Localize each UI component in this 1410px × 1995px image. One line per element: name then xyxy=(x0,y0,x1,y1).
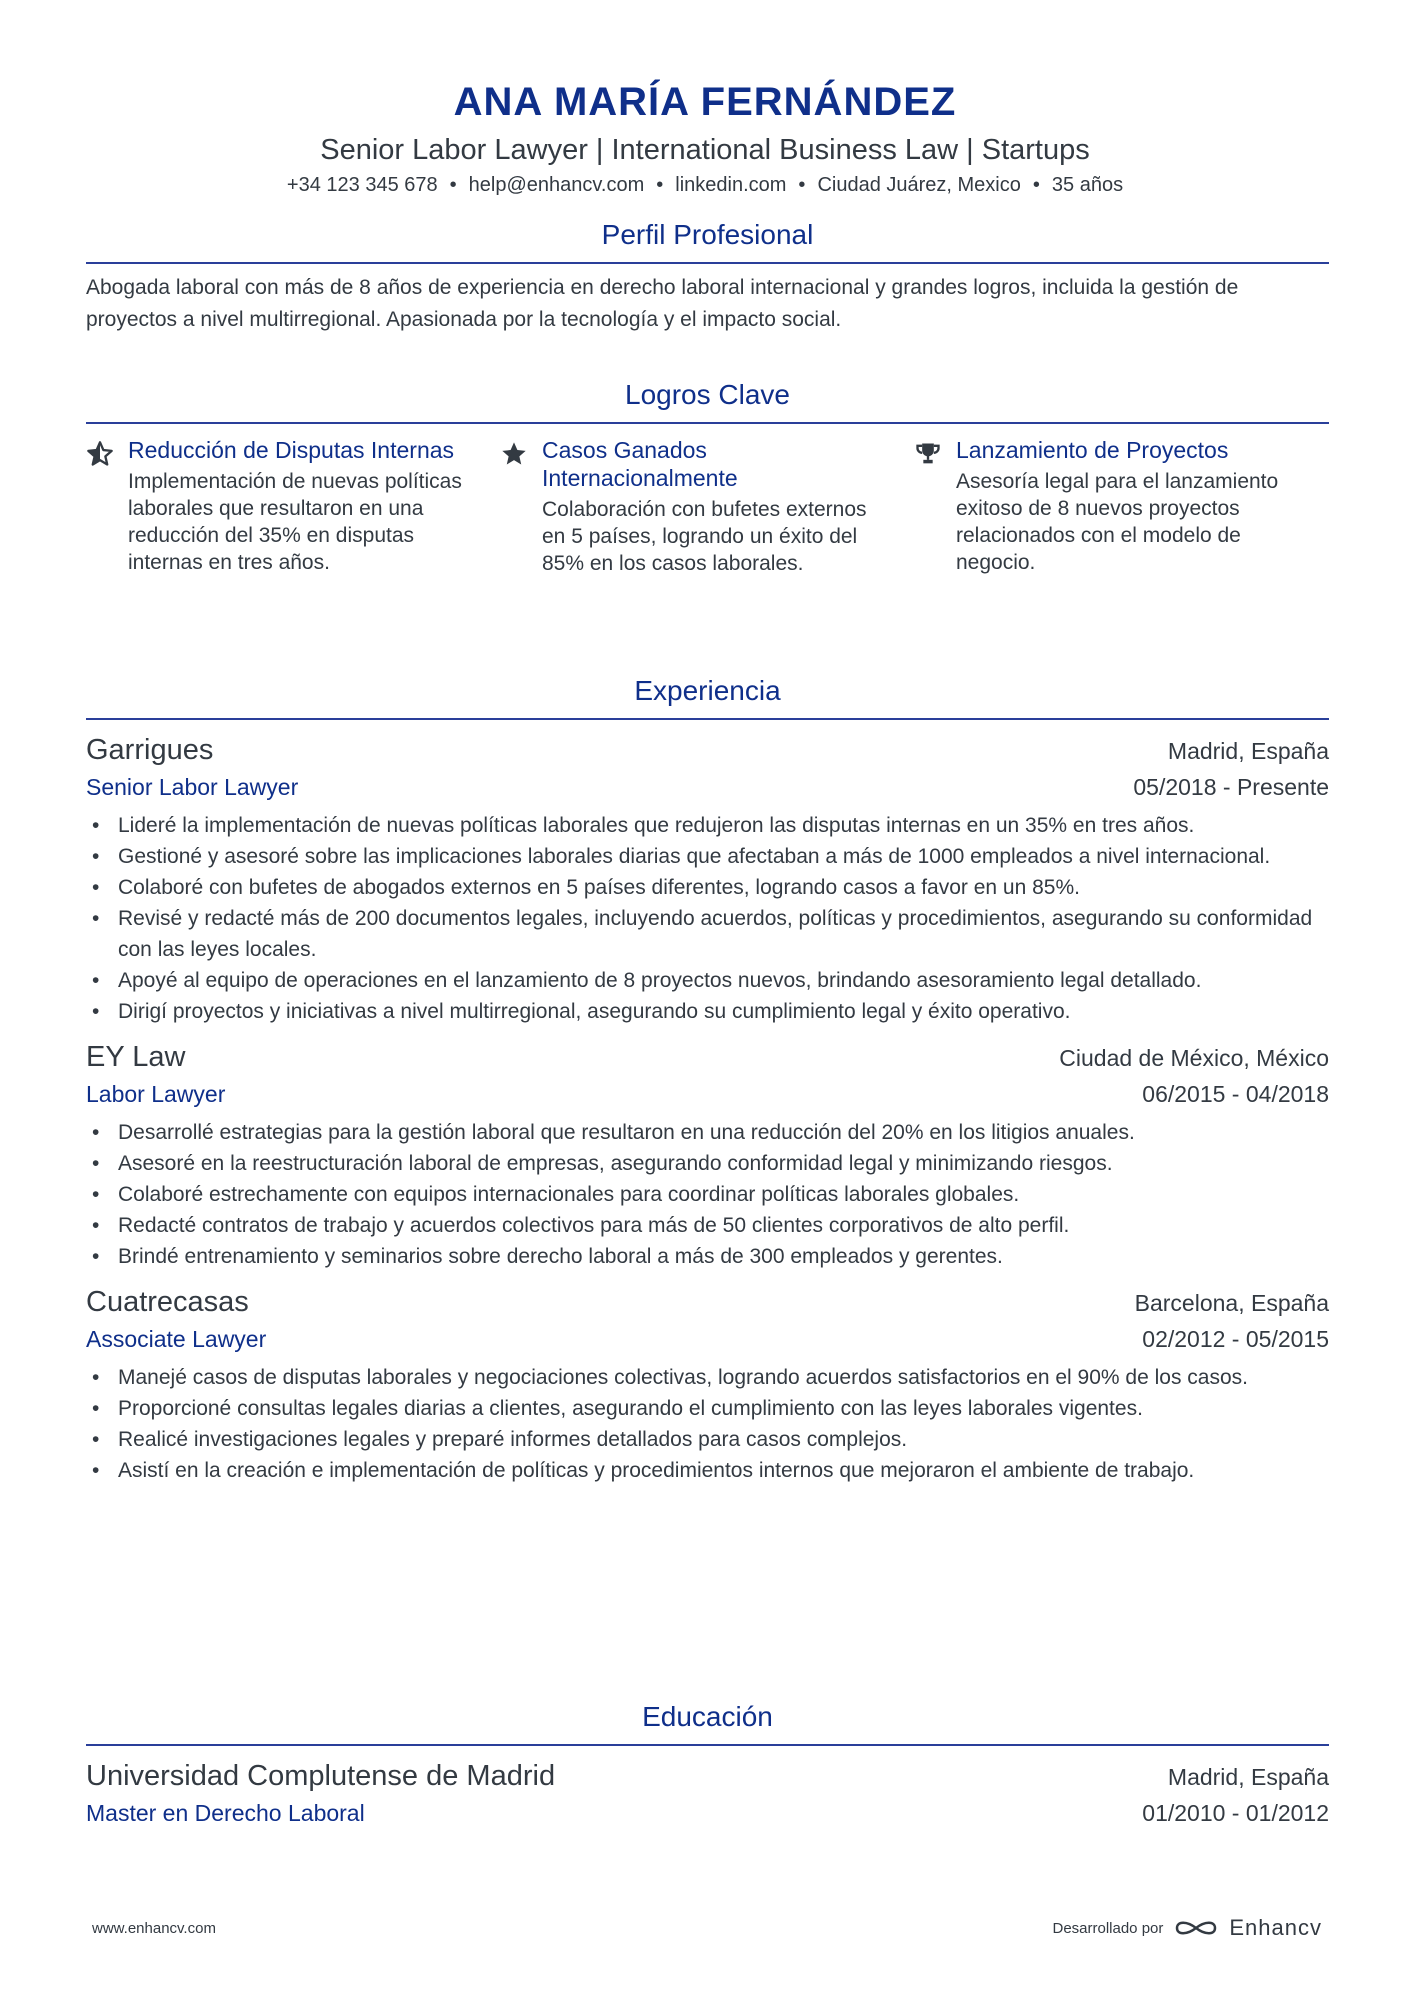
achievement-item xyxy=(86,436,500,577)
age: 35 años xyxy=(1051,174,1124,196)
school-name: Universidad Complutense de Madrid xyxy=(86,1760,556,1792)
school-location: Madrid, España xyxy=(1167,1764,1329,1790)
job-bullet: • Asesoré en la reestructuración laboral de empresas, asegurando conformidad legal y minimizando riesgos. xyxy=(86,1148,1329,1179)
brand-credit xyxy=(1052,1915,1322,1941)
section-title: Logros Clave xyxy=(86,378,1329,424)
achievement-desc: Implementación de nuevas políticas laborales que resultaron en una reducción del 35% en disputas internas en tres años. xyxy=(128,470,462,574)
job-bullets xyxy=(86,1362,1329,1486)
achievements-list xyxy=(86,436,1329,577)
job-role: Labor Lawyer xyxy=(86,1081,226,1107)
job-location: Barcelona, España xyxy=(1134,1290,1329,1316)
achievement-item xyxy=(914,436,1328,577)
degree: Master en Derecho Laboral xyxy=(86,1800,365,1826)
job-entry xyxy=(86,1037,1329,1272)
bullet-separator: • xyxy=(656,174,664,196)
website-link[interactable]: www.enhancv.com xyxy=(92,1919,216,1937)
job-bullet: • Revisé y redacté más de 200 documentos legales, incluyendo acuerdos, políticas y procedimientos, asegurando su conformidad con las leyes locales. xyxy=(86,903,1329,965)
job-entry xyxy=(86,730,1329,1027)
job-role: Senior Labor Lawyer xyxy=(86,774,299,800)
job-bullets xyxy=(86,1117,1329,1272)
job-bullet: • Proporcioné consultas legales diarias a clientes, asegurando el cumplimiento con las leyes laborales vigentes. xyxy=(86,1393,1329,1424)
location: Ciudad Juárez, Mexico xyxy=(817,174,1021,196)
profile-section xyxy=(86,218,1329,336)
bullet-separator: • xyxy=(449,174,457,196)
job-dates: 02/2012 - 05/2015 xyxy=(1142,1326,1329,1352)
job-bullet: • Colaboré con bufetes de abogados externos en 5 países diferentes, logrando casos a favor en un 85%. xyxy=(86,872,1329,903)
achievement-desc: Asesoría legal para el lanzamiento exitoso de 8 nuevos proyectos relacionados con el modelo de negocio. xyxy=(956,470,1279,574)
achievement-desc: Colaboración con bufetes externos en 5 países, logrando un éxito del 85% en los casos laborales. xyxy=(542,498,867,575)
job-entry xyxy=(86,1282,1329,1486)
company-name: EY Law xyxy=(86,1041,186,1073)
email[interactable]: help@enhancv.com xyxy=(468,174,645,196)
job-bullet: • Redacté contratos de trabajo y acuerdos colectivos para más de 50 clientes corporativos de alto perfil. xyxy=(86,1210,1329,1241)
job-bullet: • Lideré la implementación de nuevas políticas laborales que redujeron las disputas internas en un 35% en tres años. xyxy=(86,810,1329,841)
job-dates: 06/2015 - 04/2018 xyxy=(1142,1081,1329,1107)
phone: +34 123 345 678 xyxy=(286,174,438,196)
job-role: Associate Lawyer xyxy=(86,1326,267,1352)
job-bullet: • Apoyé al equipo de operaciones en el lanzamiento de 8 proyectos nuevos, brindando asesoramiento legal detallado. xyxy=(86,965,1329,996)
education-entry xyxy=(86,1756,1329,1830)
section-title: Experiencia xyxy=(86,674,1329,720)
experience-section xyxy=(86,674,1329,1486)
contact-line xyxy=(0,174,1410,197)
linkedin-link[interactable]: linkedin.com xyxy=(675,174,787,196)
star-half-icon xyxy=(86,436,128,577)
section-title: Perfil Profesional xyxy=(86,218,1329,264)
page-footer xyxy=(92,1915,1322,1941)
education-dates: 01/2010 - 01/2012 xyxy=(1142,1800,1329,1826)
job-bullet: • Desarrollé estrategias para la gestión laboral que resultaron en una reducción del 20% en los litigios anuales. xyxy=(86,1117,1329,1148)
achievement-title: Casos Ganados Internacionalmente xyxy=(542,437,738,491)
star-icon xyxy=(500,436,542,577)
candidate-subtitle: Senior Labor Lawyer | International Business Law | Startups xyxy=(320,134,1090,166)
resume-header xyxy=(0,0,1410,197)
bullet-separator: • xyxy=(1032,174,1040,196)
job-bullet: • Asistí en la creación e implementación de políticas y procedimientos internos que mejoraron el ambiente de trabajo. xyxy=(86,1455,1329,1486)
job-bullet: • Realicé investigaciones legales y preparé informes detallados para casos complejos. xyxy=(86,1424,1329,1455)
company-name: Cuatrecasas xyxy=(86,1286,249,1318)
profile-text: Abogada laboral con más de 8 años de experiencia en derecho laboral internacional y grandes logros, incluida la gestión de proyectos a nivel multirregional. Apasionada por la tecnología y el impacto social. xyxy=(86,276,1239,331)
candidate-name: ANA MARÍA FERNÁNDEZ xyxy=(453,80,957,124)
education-section xyxy=(86,1700,1329,1830)
achievement-item xyxy=(500,436,914,577)
job-bullet: • Brindé entrenamiento y seminarios sobre derecho laboral a más de 300 empleados y gerentes. xyxy=(86,1241,1329,1272)
achievement-title: Lanzamiento de Proyectos xyxy=(956,437,1229,463)
brand-name: Enhancv xyxy=(1229,1915,1322,1940)
job-location: Ciudad de México, México xyxy=(1059,1045,1329,1071)
section-title: Educación xyxy=(86,1700,1329,1746)
enhancv-logo-icon xyxy=(1173,1916,1219,1940)
job-bullet: • Colaboré estrechamente con equipos internacionales para coordinar políticas laborales globales. xyxy=(86,1179,1329,1210)
powered-by-label: Desarrollado por xyxy=(1052,1919,1164,1937)
job-bullet: • Gestioné y asesoré sobre las implicaciones laborales diarias que afectaban a más de 1000 empleados a nivel internacional. xyxy=(86,841,1329,872)
trophy-icon xyxy=(914,436,956,577)
job-bullet: • Dirigí proyectos y iniciativas a nivel multirregional, asegurando su cumplimiento legal y éxito operativo. xyxy=(86,996,1329,1027)
job-bullet: • Manejé casos de disputas laborales y negociaciones colectivas, logrando acuerdos satisfactorios en el 90% de los casos. xyxy=(86,1362,1329,1393)
job-location: Madrid, España xyxy=(1167,738,1329,764)
job-bullets xyxy=(86,810,1329,1027)
achievement-title: Reducción de Disputas Internas xyxy=(128,437,455,463)
company-name: Garrigues xyxy=(86,734,214,766)
bullet-separator: • xyxy=(798,174,806,196)
achievements-section xyxy=(86,378,1329,577)
job-dates: 05/2018 - Presente xyxy=(1133,774,1329,800)
